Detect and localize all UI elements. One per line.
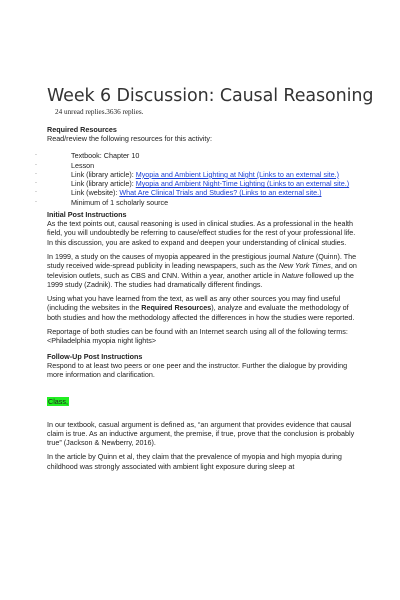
p3-bold: Required Resources (141, 303, 212, 313)
initial-post-p1: As the text points out, causal reasoning is used in clinical studies. As a professional in the health field, you will undoubtedly be referring to cause/effect studies for the rest of your professional life. In this discussion, you are asked to expand and deepen your understanding of clinical studies. (47, 219, 356, 247)
bullet-icon: · (35, 180, 37, 187)
answer-label-highlight: Class, (48, 397, 68, 407)
p2-nature2-italic: Nature (281, 270, 304, 280)
answer-p1: In our textbook, casual argument is defined as, “an argument that provides evidence that causal claim is true. As an inductive argument, the premise, if true, prove that the conclusion is probably true” (Jackson & Newberry, 2016). (47, 419, 355, 448)
resource-text: Lesson (71, 160, 95, 170)
link-myopia-night-time[interactable]: Myopia and Ambient Night-Time Lighting (Links to an external site.) (135, 179, 350, 189)
answer-p2: In the article by Quinn et al, they claim that the prevalence of myopia and high myopia during childhood was strongly associated with ambient light exposure during sleep at (47, 452, 342, 471)
p2-text-a: In 1999, a study on the causes of myopia appeared in the prestigious journal (47, 251, 293, 261)
p2-text-d: followed up the 1999 study (Zadnik). The studies had dramatically different findings. (47, 270, 354, 289)
bullet-icon: · (35, 189, 37, 196)
bullet-icon: · (35, 198, 37, 205)
p3-text-b: ), analyze and evaluate the methodology of both studies and how the methodology affected the differences in how the studies were reported. (47, 303, 355, 322)
p3-text-a: Using what you have learned from the text, as well as any other sources you may find useful (including the websites in the (47, 294, 341, 313)
p2-text-c: , and on television outlets, such as CBS and CNN. Within a year, another article in (47, 261, 357, 280)
required-resources-intro: Read/review the following resources for this activity: (47, 134, 212, 143)
initial-post-p2 (47, 252, 360, 289)
resource-item-myopia-night-time (35, 179, 360, 189)
resource-text: Link (library article): (71, 179, 136, 189)
link-myopia-ambient-lighting[interactable]: Myopia and Ambient Lighting at Night (Links to an external site.) (135, 169, 340, 179)
bullet-icon: · (35, 170, 37, 177)
bullet-icon: · (35, 152, 37, 159)
p2-nyt-italic: New York Times (278, 261, 331, 271)
answer-label-line (47, 397, 360, 406)
resource-item-lesson (35, 160, 360, 170)
resource-text: Link (website): (71, 188, 120, 198)
required-resources-heading: Required Resources (47, 125, 117, 134)
follow-up-heading: Follow-Up Post Instructions (47, 351, 143, 361)
resource-item-textbook (35, 151, 360, 161)
initial-post-heading: Initial Post Instructions (47, 210, 127, 220)
initial-post-p3 (47, 294, 360, 322)
resource-text: Minimum of 1 scholarly source (71, 197, 169, 207)
document-content (35, 86, 374, 471)
p2-nature-italic: Nature (292, 251, 314, 261)
bullet-icon: · (35, 161, 37, 168)
page-title: Week 6 Discussion: Causal Reasoning (47, 86, 374, 106)
resource-item-clinical-trials (35, 188, 360, 198)
resources-list (35, 151, 360, 207)
resource-item-myopia-ambient-lighting (35, 169, 360, 179)
follow-up-text: Respond to at least two peers or one peer and the instructor. Further the dialogue by providing more information and clarification. (47, 360, 348, 379)
resource-text: Link (library article): (71, 169, 136, 179)
resource-text: Textbook: Chapter 10 (71, 151, 140, 161)
replies-count: 24 unread replies.3636 replies. (55, 108, 144, 116)
resource-item-scholarly-source (35, 197, 360, 207)
p2-text-b: (Quinn). The study received wide-spread publicity in leading newspapers, such as the (47, 251, 357, 271)
initial-post-p4: Reportage of both studies can be found with an Internet search using all of the following terms: <Philadelphia myopia night lights> (47, 327, 348, 346)
link-clinical-trials[interactable]: What Are Clinical Trials and Studies? (Links to an external site.) (119, 188, 322, 198)
